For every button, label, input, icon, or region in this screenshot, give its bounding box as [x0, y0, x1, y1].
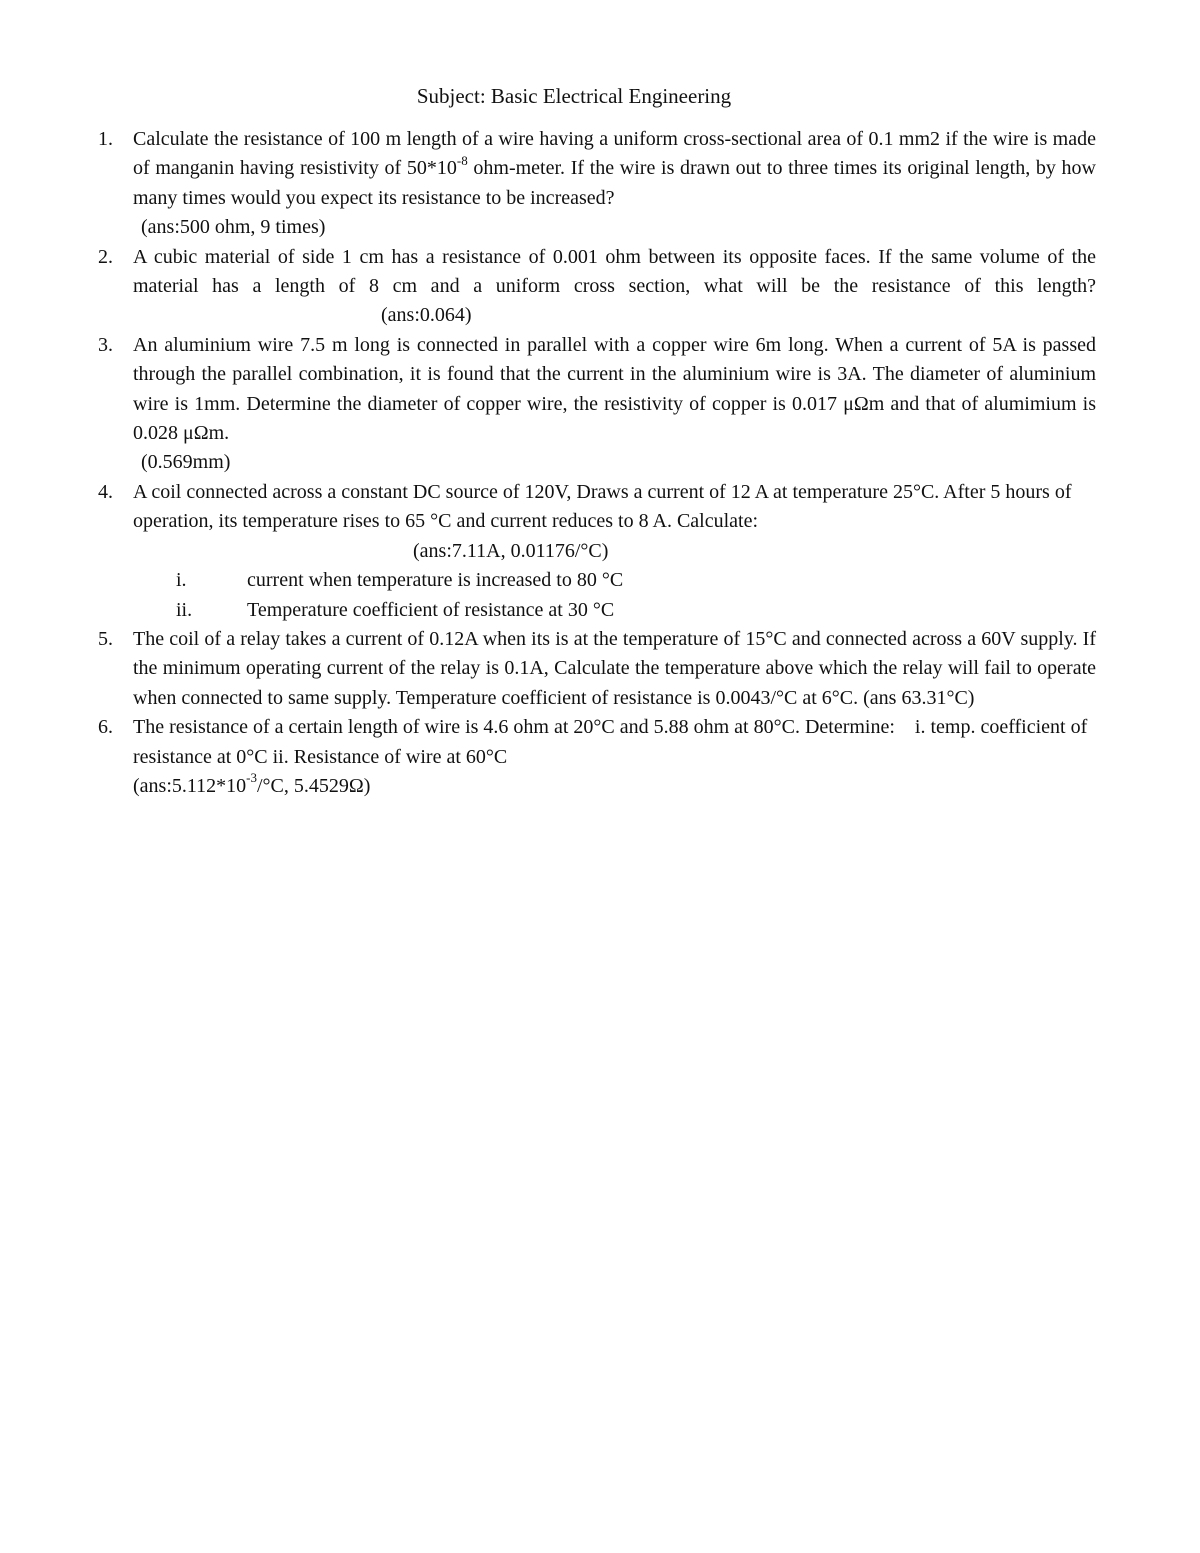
question-number: 6.: [98, 716, 113, 739]
sub-item-text: current when temperature is increased to 80 °C: [247, 569, 624, 592]
question-1: [98, 125, 1096, 243]
question-text: The coil of a relay takes a current of 0.12A when its is at the temperature of 15°C and connected across a 60V supply. If the minimum operating current of the relay is 0.1A, Calculate the temperature above which the relay will fail to operate when connected to same supply. Temperature coefficient of resistance is 0.0043/°C at 6°C. (ans 63.31°C): [133, 627, 1096, 709]
question-text: A coil connected across a constant DC source of 120V, Draws a current of 12 A at temperature 25°C. After 5 hours of operation, its temperature rises to 65 °C and current reduces to 8 A. Calculate:: [133, 480, 1072, 533]
sub-item-2: [98, 596, 1096, 625]
question-text: The resistance of a certain length of wire is 4.6 ohm at 20°C and 5.88 ohm at 80°C. Determine:: [133, 716, 895, 739]
question-list: [98, 125, 1096, 801]
answer-text: (ans:7.11A, 0.01176/°C): [413, 539, 609, 562]
answer-text: [133, 772, 1096, 801]
sub-item-text: Temperature coefficient of resistance at 30 °C: [247, 598, 615, 621]
sub-item-1: [98, 566, 1096, 595]
sub-item-number: i.: [176, 569, 187, 592]
answer-text-part: /°C, 5.4529Ω): [256, 774, 371, 797]
answer-text: (ans:0.064): [381, 304, 472, 327]
question-number: 4.: [98, 480, 113, 503]
question-number: 1.: [98, 128, 113, 150]
inline-item-number: i.: [914, 716, 926, 739]
question-number: 3.: [98, 333, 113, 356]
question-6: [98, 713, 1096, 801]
question-text: Calculate the resistance of 100 m length of a wire having a uniform cross-sectional area of 0.1 mm2 if the wire is made of manganin having resistivity of 50*10: [133, 128, 1096, 180]
question-text-continued: temp. coefficient of resistance at 0°C ii. Resistance of wire at 60°C: [133, 716, 1088, 768]
question-text-continued: ohm-meter. If the wire is drawn out to three times its original length, by how many times would you expect its resistance to be increased?: [133, 157, 1096, 209]
question-number: 2.: [98, 245, 113, 268]
superscript-exponent: -3: [246, 770, 257, 786]
answer-text: (ans:500 ohm, 9 times): [141, 216, 326, 239]
question-5: [98, 625, 1096, 713]
sub-item-number: ii.: [176, 598, 193, 621]
answer-text: (0.569mm): [141, 451, 231, 474]
answer-text-part: (ans:5.112*10: [133, 774, 247, 797]
question-2: [98, 243, 1096, 331]
question-text: A cubic material of side 1 cm has a resistance of 0.001 ohm between its opposite faces. If the same volume of the material has a length of 8 cm and a uniform cross section, what will be the resistance of this length?: [133, 245, 1096, 298]
page-title: Subject: Basic Electrical Engineering: [416, 84, 732, 108]
superscript-exponent: -8: [456, 152, 468, 168]
question-3: [98, 331, 1096, 478]
question-text: An aluminium wire 7.5 m long is connected in parallel with a copper wire 6m long. When a current of 5A is passed through the parallel combination, it is found that the current in the aluminium wire is 3A. The diameter of aluminium wire is 1mm. Determine the diameter of copper wire, the resistivity of copper is 0.017 μΩm and that of alumimium is 0.028 μΩm.: [133, 333, 1096, 445]
question-4: [98, 478, 1096, 566]
question-number: 5.: [98, 627, 113, 650]
